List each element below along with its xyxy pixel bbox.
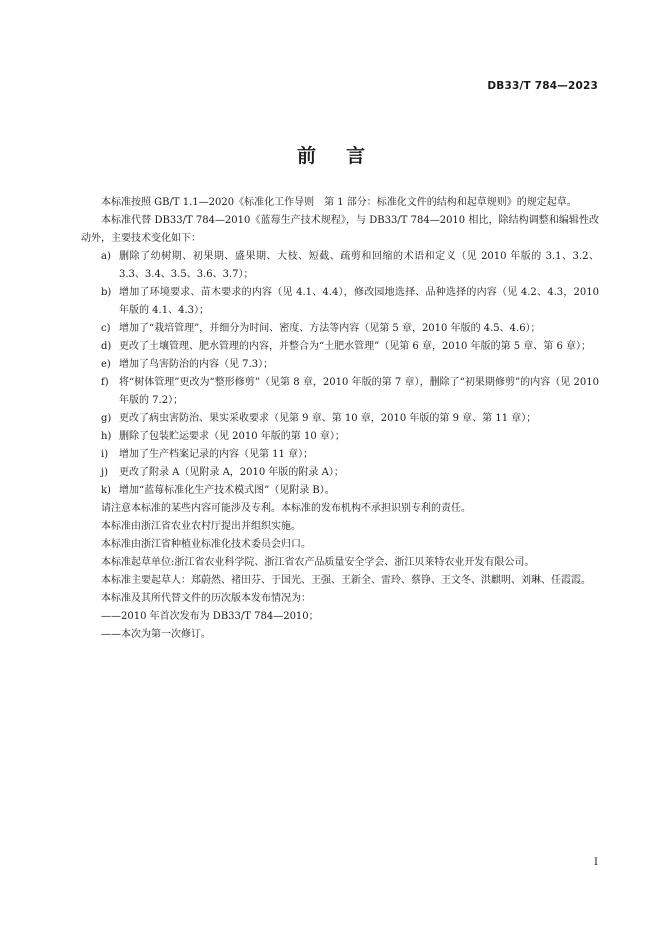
intro-paragraph-replacement: 本标准代替 DB33/T 784—2010《蓝莓生产技术规程》，与 DB33/T 784—2010 相比，除结构调整和编辑性改动外，主要技术变化如下： (81, 215, 599, 244)
list-item-text: 删除了幼树期、初果期、盛果期、大枝、短截、疏剪和回缩的术语和定义（见 2010 年版的 3.1、3.2、3.3、3.4、3.5、3.6、3.7）； (119, 251, 599, 280)
list-item-marker: j) (101, 467, 109, 478)
list-item-text: 将“树体管理”更改为“整形修剪”（见第 8 章，2010 年版的第 7 章），删除了“初果期修剪”的内容（见 2010 年版的 7.2）； (119, 377, 599, 406)
technical-changes-list (81, 248, 599, 500)
document-code: DB33/T 784—2023 (487, 80, 598, 92)
history-intro: 本标准及其所代替文件的历次版本发布情况为： (101, 593, 311, 604)
list-item-text: 增加了鸟害防治的内容（见 7.3）； (119, 359, 274, 370)
list-item-marker: b) (101, 287, 112, 298)
patent-notice: 请注意本标准的某些内容可能涉及专利。本标准的发布机构不承担识别专利的责任。 (101, 503, 471, 514)
list-item-text: 增加了生产档案记录的内容（见第 11 章）； (119, 449, 314, 460)
list-item (81, 356, 599, 374)
drafting-units: 本标准起草单位:浙江省农业科学院、浙江省农产品质量安全学会、浙江贝莱特农业开发有限公司。 (101, 557, 535, 568)
list-item (81, 338, 599, 356)
history-item-first-release: ——2010 年首次发布为 DB33/T 784—2010； (101, 611, 319, 622)
list-item-marker: e) (101, 359, 111, 370)
list-item-text: 增加了环境要求、苗木要求的内容（见 4.1、4.4），修改园地选择、品种选择的内容（见 4.2、4.3，2010 年版的 4.1、4.3）； (119, 287, 599, 316)
list-item (81, 320, 599, 338)
list-item-text: 删除了包装贮运要求（见 2010 年版的第 10 章）； (119, 431, 345, 442)
list-item (81, 410, 599, 428)
history-item-revision: ——本次为第一次修订。 (101, 629, 211, 640)
list-item-marker: d) (101, 341, 112, 352)
list-item (81, 428, 599, 446)
committee-statement: 本标准由浙江省种植业标准化技术委员会归口。 (101, 539, 311, 550)
list-item-marker: k) (101, 485, 111, 496)
page-number: I (594, 857, 598, 868)
list-item-text: 更改了附录 A（见附录 A，2010 年版的附录 A）； (119, 467, 344, 478)
list-item (81, 446, 599, 464)
list-item-marker: g) (101, 413, 112, 424)
main-drafters: 本标准主要起草人：郑蔚然、褚田芬、于国光、王强、王新全、雷玲、蔡铮、王文冬、洪麒明、刘琳、任霞霞。 (101, 575, 591, 586)
list-item-marker: a) (101, 251, 111, 262)
list-item (81, 482, 599, 500)
list-item (81, 284, 599, 320)
list-item-text: 增加了“栽培管理”，并细分为时间、密度、方法等内容（见第 5 章，2010 年版的 4.5、4.6）； (119, 323, 541, 334)
proposer-statement: 本标准由浙江省农业农村厅提出并组织实施。 (101, 521, 301, 532)
list-item-marker: f) (101, 377, 109, 388)
list-item-text: 更改了土壤管理、肥水管理的内容，并整合为“土肥水管理”（见第 6 章，2010 年版的第 5 章、第 6 章）； (119, 341, 592, 352)
list-item-text: 更改了病虫害防治、果实采收要求（见第 9 章、第 10 章，2010 年版的第 9 章、第 11 章）； (119, 413, 537, 424)
list-item (81, 464, 599, 482)
list-item (81, 374, 599, 410)
list-item-text: 增加“蓝莓标准化生产技术模式图”（见附录 B）。 (119, 485, 335, 496)
foreword-body (81, 194, 599, 644)
list-item-marker: c) (101, 323, 111, 334)
list-item-marker: h) (101, 431, 112, 442)
list-item-marker: i) (101, 449, 109, 460)
intro-paragraph-drafting-rule: 本标准按照 GB/T 1.1—2020《标准化工作导则 第 1 部分：标准化文件的结构和起草规则》的规定起草。 (101, 197, 577, 208)
page-title: 前言 (296, 145, 395, 167)
list-item (81, 248, 599, 284)
